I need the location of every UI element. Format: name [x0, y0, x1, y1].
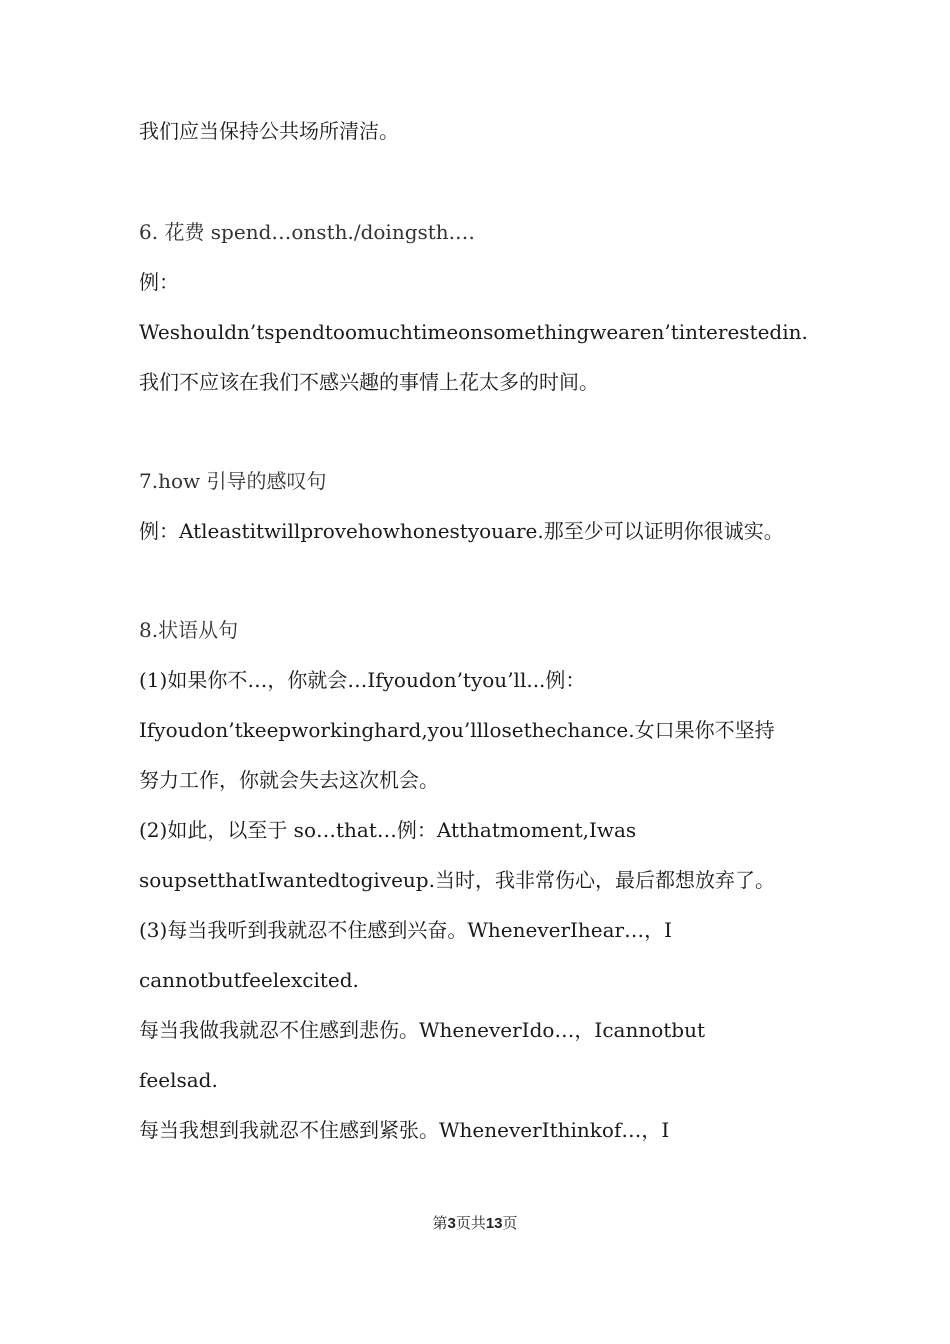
text-line: feelsad.: [139, 1068, 218, 1092]
text-line: (1)如果你不…，你就会…Ifyoudon’tyou’ll...例：: [139, 668, 586, 692]
text-line: 我们不应该在我们不感兴趣的事情上花太多的时间。: [139, 370, 599, 394]
footer-suffix: 页: [502, 1215, 518, 1232]
text-line: (2)如此，以至于 so…that…例：Atthatmoment,Iwas: [139, 818, 637, 842]
current-page-number: 3: [447, 1215, 456, 1232]
text-line: (3)每当我听到我就忍不住感到兴奋。WheneverIhear…，I: [139, 918, 673, 942]
example-label: 例：: [139, 270, 179, 294]
section-heading: 7.how 引导的感叹句: [139, 469, 327, 493]
text-line: Ifyoudon’tkeepworkinghard,you’lllosethechance.女口果你不坚持: [139, 718, 775, 742]
footer-middle: 页共: [455, 1215, 486, 1232]
page-footer: [0, 1212, 950, 1233]
text-line: cannotbutfeelexcited.: [139, 968, 359, 992]
section-heading: 6. 花费 spend…onsth./doingsth.…: [139, 220, 476, 244]
footer-prefix: 第: [432, 1215, 448, 1232]
text-line: 我们应当保持公共场所清洁。: [139, 119, 399, 143]
text-line: Weshouldn’tspendtoomuchtimeonsomethingwearen’tinterestedin.: [139, 320, 808, 344]
text-line: soupsetthatIwantedtogiveup.当时，我非常伤心，最后都想放弃了。: [139, 868, 775, 892]
text-line: 努力工作，你就会失去这次机会。: [139, 768, 439, 792]
total-page-count: 13: [485, 1215, 503, 1232]
text-line: 每当我想到我就忍不住感到紧张。WheneverIthinkof…，I: [139, 1118, 670, 1142]
text-line: 例：Atleastitwillprovehowhonestyouare.那至少可以证明你很诚实。: [139, 519, 784, 543]
section-heading: 8.状语从句: [139, 618, 239, 642]
text-line: 每当我做我就忍不住感到悲伤。WheneverIdo…，Icannotbut: [139, 1018, 706, 1042]
